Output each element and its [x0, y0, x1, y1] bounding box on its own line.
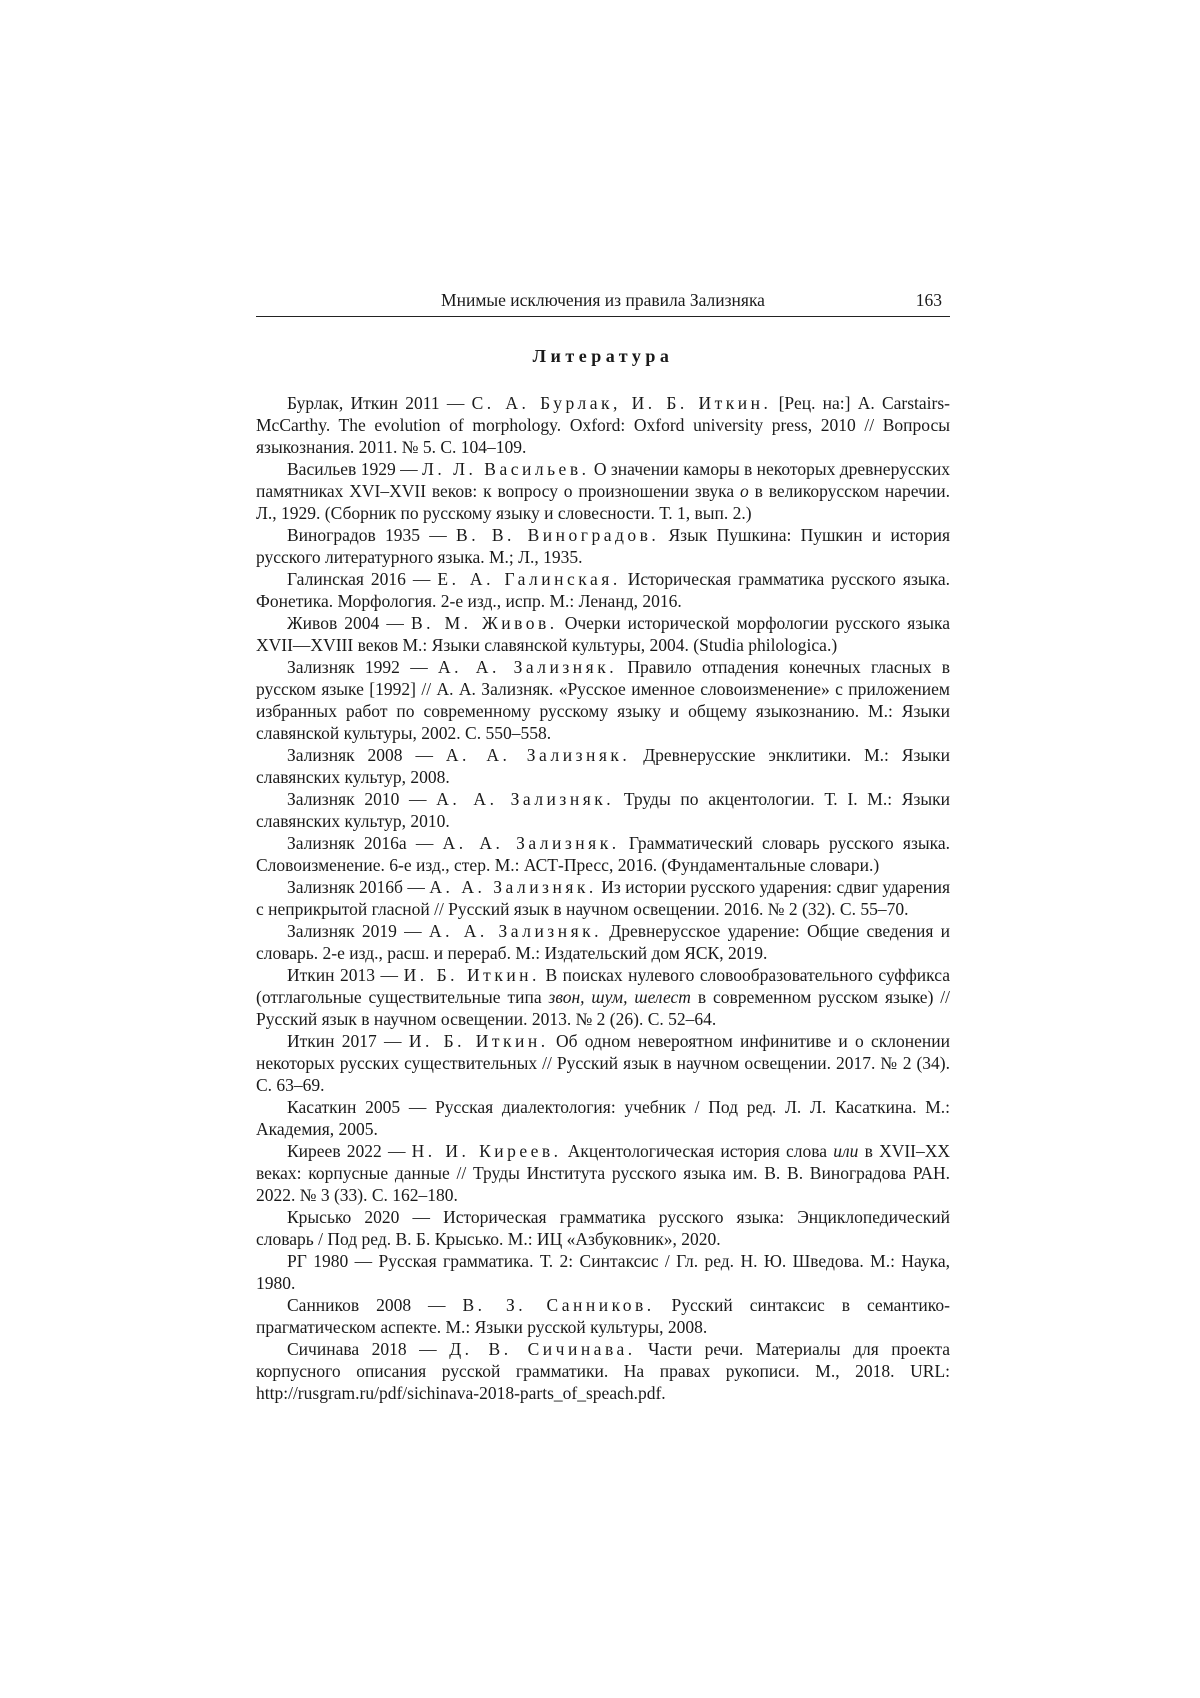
reference-text: Русская грамматика. Т. 2: Синтаксис / Гл. ред. Н. Ю. Шведова. М.: Наука, 1980. [256, 1251, 951, 1293]
reference-key: Зализняк 1992 — [287, 657, 428, 677]
page-number: 163 [915, 290, 942, 310]
reference-item [256, 964, 950, 1030]
reference-item [256, 744, 950, 788]
reference-key: Зализняк 2008 — [287, 745, 433, 765]
reference-key: Касаткин 2005 — [287, 1097, 427, 1117]
reference-author: А. А. Зализняк. [428, 921, 603, 941]
reference-text: Правило отпадения конечных гласных в русском языке [1992] // А. А. Зализняк. «Русское именное словоизменение» с приложением избранных работ по современному русскому языку и общему языкознанию. М.: Языки славянской культуры, 2002. С. 550–558. [256, 657, 951, 743]
reference-author: В. В. Виноградов. [456, 525, 660, 545]
reference-author: Д. В. Сичинава. [449, 1339, 636, 1359]
reference-key: Живов 2004 — [287, 613, 404, 633]
reference-text: Древнерусские энклитики. М.: Языки славянских культур, 2008. [256, 745, 951, 787]
reference-key: Санников 2008 — [287, 1295, 446, 1315]
reference-item [256, 1140, 950, 1206]
running-header [256, 290, 950, 317]
reference-text: Историческая грамматика русского языка. Фонетика. Морфология. 2-е изд., испр. М.: Ленанд, 2016. [256, 569, 951, 611]
reference-item [256, 1250, 950, 1294]
reference-italic-term: звон, шум, шелест [548, 987, 691, 1007]
reference-key: Иткин 2017 — [287, 1031, 402, 1051]
reference-text-continued: в великорусском наречии. Л., 1929. (Сборник по русскому языку и словесности. Т. 1, вып. 2.) [256, 481, 951, 523]
reference-author: Л. Л. Васильев. [422, 459, 590, 479]
reference-text: Язык Пушкина: Пушкин и история русского литературного языка. М.; Л., 1935. [256, 525, 950, 567]
reference-text: Русский синтаксис в семантико-прагматическом аспекте. М.: Языки русской культуры, 2008. [256, 1295, 950, 1337]
reference-item [256, 1096, 950, 1140]
reference-key: Зализняк 2019 — [287, 921, 422, 941]
reference-text: Очерки исторической морфологии русского языка XVII—XVIII веков М.: Языки славянской культуры, 2004. (Studia philologica.) [256, 613, 950, 655]
reference-author: В. З. Санников. [462, 1295, 655, 1315]
reference-key: РГ 1980 — [287, 1251, 373, 1271]
reference-key: Галинская 2016 — [287, 569, 431, 589]
reference-item [256, 524, 950, 568]
reference-item [256, 656, 950, 744]
reference-text: Об одном невероятном инфинитиве и о склонении некоторых русских существительных // Русский язык в научном освещении. 2017. № 2 (34). С. 63–69. [256, 1031, 951, 1095]
reference-author: С. А. Бурлак, И. Б. Иткин. [471, 393, 772, 413]
reference-text: Историческая грамматика русского языка: Энциклопедический словарь / Под ред. В. Б. Крысько. М.: ИЦ «Азбуковник», 2020. [256, 1207, 951, 1249]
reference-author: А. А. Зализняк. [436, 789, 615, 809]
reference-item [256, 876, 950, 920]
reference-text-continued: в XVII–XX веках: корпусные данные // Труды Института русского языка им. В. В. Виноградова РАН. 2022. № 3 (33). С. 162–180. [256, 1141, 951, 1205]
reference-key: Виноградов 1935 — [287, 525, 447, 545]
running-title: Мнимые исключения из правила Зализняка [441, 290, 765, 310]
reference-italic-term: или [833, 1141, 859, 1161]
reference-author: В. М. Живов. [410, 613, 558, 633]
reference-text: Русская диалектология: учебник / Под ред. Л. Л. Касаткина. М.: Академия, 2005. [256, 1097, 951, 1139]
reference-key: Зализняк 2016а — [287, 833, 434, 853]
reference-key: Зализняк 2016б — [287, 877, 425, 897]
reference-text: [Рец. на:] A. Carstairs-McCarthy. The evolution of morphology. Oxford: Oxford university press, 2010 // Вопросы языкознания. 2011. № 5. С. 104–109. [256, 393, 951, 457]
reference-author: И. Б. Иткин. [403, 965, 540, 985]
reference-item [256, 568, 950, 612]
reference-key: Сичинава 2018 — [287, 1339, 437, 1359]
reference-key: Бурлак, Иткин 2011 — [287, 393, 465, 413]
reference-text: Акцентологическая история слова [567, 1141, 828, 1161]
reference-key: Киреев 2022 — [287, 1141, 406, 1161]
section-title: Литература [532, 346, 674, 366]
reference-author: Е. А. Галинская. [437, 569, 621, 589]
reference-text-continued: в современном русском языке) // Русский язык в научном освещении. 2013. № 2 (26). С. 52–64. [256, 987, 951, 1029]
reference-item [256, 458, 950, 524]
reference-item [256, 832, 950, 876]
reference-item [256, 1338, 950, 1404]
reference-text: Грамматический словарь русского языка. Словоизменение. 6-е изд., стер. М.: АСТ-Пресс, 2016. (Фундаментальные словари.) [256, 833, 951, 875]
reference-key: Зализняк 2010 — [287, 789, 427, 809]
reference-item [256, 1206, 950, 1250]
reference-key: Васильев 1929 — [287, 459, 418, 479]
reference-text: Труды по акцентологии. Т. I. М.: Языки славянских культур, 2010. [256, 789, 950, 831]
reference-author: Н. И. Киреев. [411, 1141, 562, 1161]
reference-key: Крысько 2020 — [287, 1207, 430, 1227]
reference-author: И. Б. Иткин. [408, 1031, 549, 1051]
reference-item [256, 1294, 950, 1338]
reference-author: А. А. Зализняк. [442, 833, 620, 853]
reference-item [256, 788, 950, 832]
reference-author: А. А. Зализняк. [445, 745, 631, 765]
reference-text: Части речи. Материалы для проекта корпусного описания русской грамматики. На правах рукописи. М., 2018. URL: http://rusgram.ru/pdf/sichinava-2018-parts_of_speach.pdf. [256, 1339, 951, 1403]
reference-key: Иткин 2013 — [287, 965, 399, 985]
reference-text: Древнерусское ударение: Общие сведения и словарь. 2-е изд., расш. и перераб. М.: Издательский дом ЯСК, 2019. [256, 921, 951, 963]
reference-item [256, 1030, 950, 1096]
reference-author: А. А. Зализняк. [429, 877, 597, 897]
reference-author: А. А. Зализняк. [438, 657, 618, 677]
reference-item [256, 392, 950, 458]
reference-item [256, 920, 950, 964]
reference-italic-term: о [740, 481, 749, 501]
reference-list [256, 392, 950, 1404]
reference-text: Из истории русского ударения: сдвиг ударения с неприкрытой гласной // Русский язык в научном освещении. 2016. № 2 (32). С. 55–70. [256, 877, 950, 919]
reference-item [256, 612, 950, 656]
reference-text: В поисках нулевого словообразовательного суффикса (отглагольные существительные типа [256, 965, 950, 1007]
reference-text: О значении каморы в некоторых древнерусских памятниках XVI–XVII веков: к вопросу о произношении звука [256, 459, 950, 501]
